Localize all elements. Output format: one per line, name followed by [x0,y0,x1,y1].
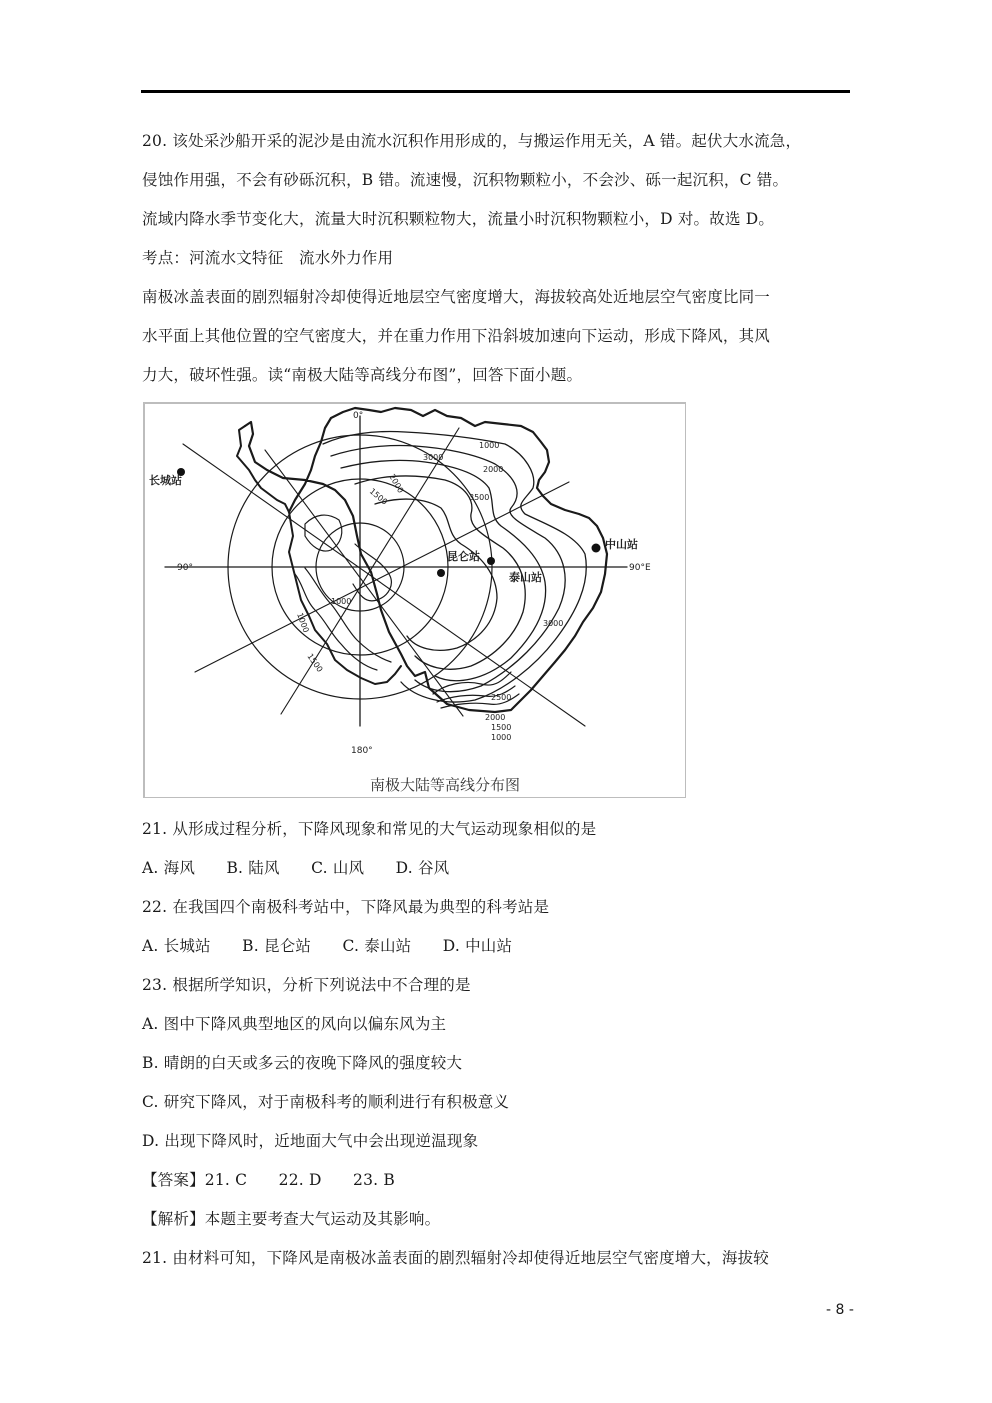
contour-label: 1000 [331,597,352,606]
contour-label: 2000 [483,465,504,474]
explanation-20-line-2: 侵蚀作用强，不会有砂砾沉积，B 错。流速慢，沉积物颗粒小，不会沙、砾一起沉积，C 错。 [142,171,789,189]
station-label-zhongshan: 中山站 [605,538,638,551]
contour-label: 1500 [305,651,325,674]
contour-label: 2000 [387,472,406,495]
contour-label: 3500 [469,493,490,502]
header-rule [141,90,850,93]
material-line-2: 水平面上其他位置的空气密度大，并在重力作用下沿斜坡加速向下运动，形成下降风，其风 [142,327,771,345]
question-22-options: A. 长城站 B. 昆仑站 C. 泰山站 D. 中山站 [142,937,513,955]
explanation-20-line-3: 流域内降水季节变化大，流量大时沉积颗粒物大，流量小时沉积物颗粒小，D 对。故选 D。 [142,210,775,228]
contour-label: 3000 [423,453,444,462]
answer-line: 【答案】21. C 22. D 23. B [142,1171,396,1189]
map-svg [145,404,686,798]
contour-label: 1000 [491,733,512,742]
question-23-stem: 23. 根据所学知识，分析下列说法中不合理的是 [142,976,471,994]
contour-label: 2500 [491,693,512,702]
station-label-changcheng: 长城站 [149,474,182,487]
question-23-option-a: A. 图中下降风典型地区的风向以偏东风为主 [142,1015,447,1033]
station-dot-taishan [487,557,495,565]
material-line-1: 南极冰盖表面的剧烈辐射冷却使得近地层空气密度增大，海拔较高处近地层空气密度比同一 [142,288,771,306]
question-23-option-c: C. 研究下降风，对于南极科考的顺利进行有积极意义 [142,1093,510,1111]
analysis-line: 【解析】本题主要考查大气运动及其影响。 [142,1210,441,1228]
meridian-label-90w: 90° [177,563,193,573]
key-points: 考点：河流水文特征 流水外力作用 [142,249,394,267]
meridian-label-180: 180° [351,746,373,756]
antarctica-contour-map [143,402,686,798]
question-22-stem: 22. 在我国四个南极科考站中，下降风最为典型的科考站是 [142,898,550,916]
contour-label: 1500 [491,723,512,732]
contour-label: 3000 [543,619,564,628]
contour-label: 1000 [295,611,311,634]
contour-label: 1000 [479,441,500,450]
station-label-taishan: 泰山站 [509,571,542,584]
station-dot-kunlun [437,569,445,577]
question-23-option-b: B. 晴朗的白天或多云的夜晚下降风的强度较大 [142,1054,463,1072]
explanation-20-line-1: 20. 该处采沙船开采的泥沙是由流水沉积作用形成的，与搬运作用无关，A 错。起伏大水流急， [142,132,802,150]
page-number: - 8 - [826,1302,854,1318]
material-line-3: 力大，破坏性强。读“南极大陆等高线分布图”，回答下面小题。 [142,366,583,384]
meridian-label-0: 0° [353,411,364,421]
contour-label: 2000 [485,713,506,722]
question-21-options: A. 海风 B. 陆风 C. 山风 D. 谷风 [142,859,450,877]
analysis-21-line: 21. 由材料可知，下降风是南极冰盖表面的剧烈辐射冷却使得近地层空气密度增大，海拔较 [142,1249,769,1267]
figure-caption: 南极大陆等高线分布图 [369,776,520,794]
station-dot-zhongshan [592,544,601,553]
question-21-stem: 21. 从形成过程分析，下降风现象和常见的大气运动现象相似的是 [142,820,597,838]
meridian-label-90e: 90°E [629,563,651,573]
question-23-option-d: D. 出现下降风时，近地面大气中会出现逆温现象 [142,1132,479,1150]
station-label-kunlun: 昆仑站 [447,550,480,563]
contour-label: 1500 [367,486,390,507]
